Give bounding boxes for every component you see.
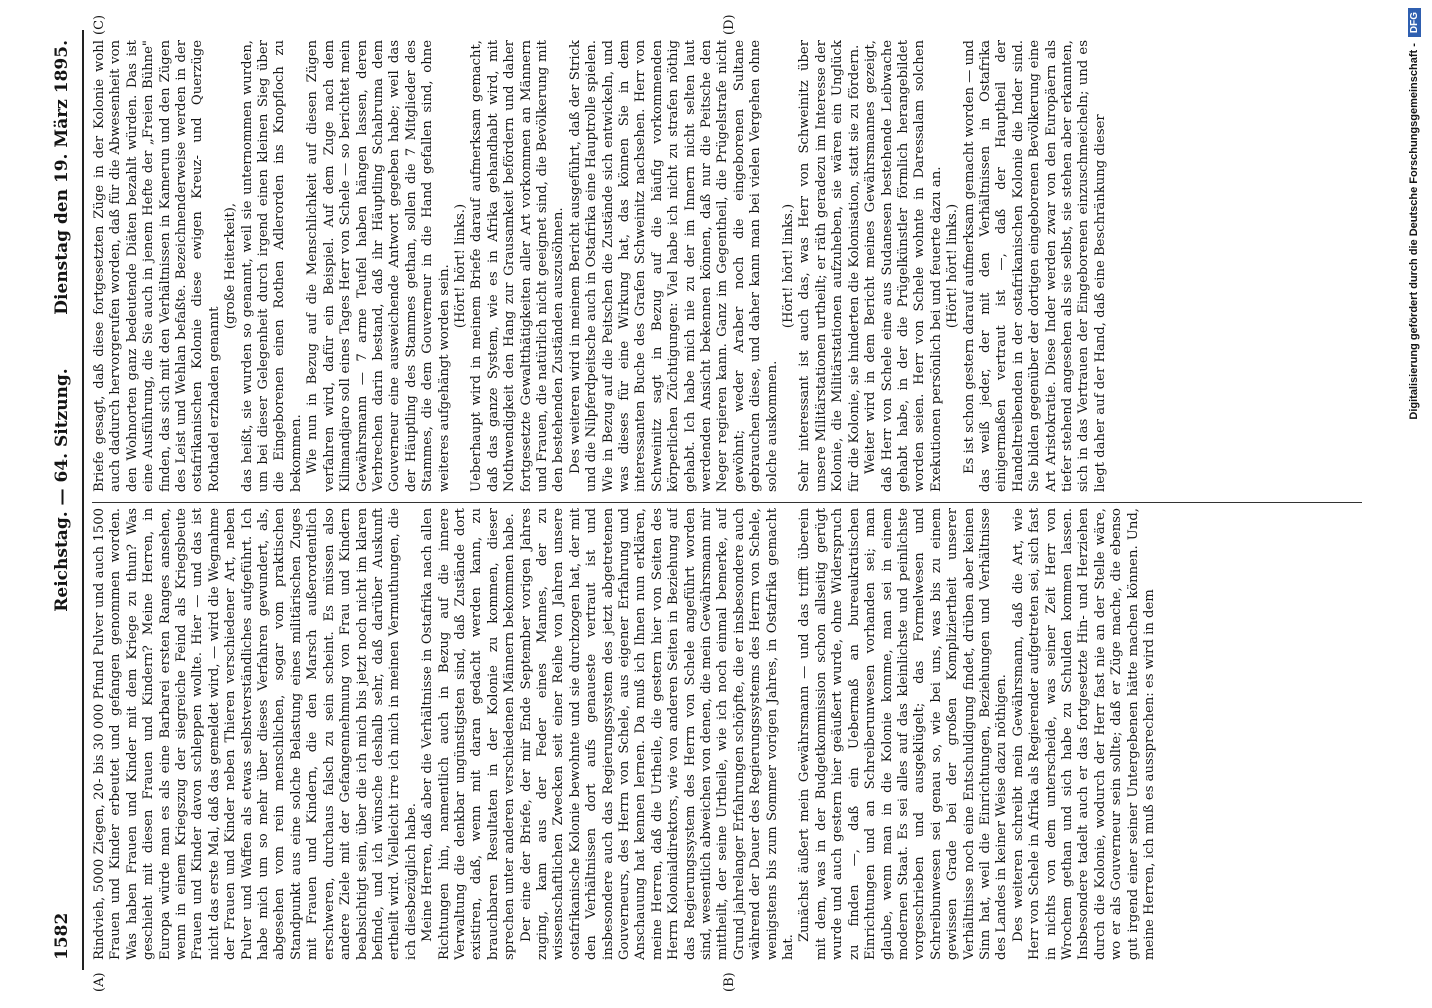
- paragraph: Rindvieh, 5000 Ziegen, 20- bis 30 000 Pfund Pulver und auch 1500 Frauen und Kinder erbeutet und gefangen genommen worden. Was haben Frauen und Kinder mit dem Kriege zu thun? Was geschieht mit diesen Frauen und Kindern? Meine Herren, in Europa würde man es als eine Barbarei ersten Ranges ansehen, wenn in einem Kriegszug der siegreiche Feind als Kriegsbeute Frauen und Kinder davon schleppen wollte. Hier — und das ist nicht das erste Mal, daß das gemeldet wird, — wird die Wegnahme der Frauen und Kinder neben Thieren verschiedener Art, neben Pulver und Waffen als etwas selbstverständliches aufgeführt. Ich habe mich um so mehr über dieses Verfahren gewundert, als, abgesehen vom rein menschlichen, sogar vom praktischen Standpunkt aus eine solche Belastung eines militärischen Zuges mit Frauen und Kindern, die den Marsch außerordentlich erschweren, durchaus falsch zu sein scheint. Es müssen also andere Ziele mit der Gefangennehmung von Frau und Kindern beabsichtigt sein, über die ich mich bis jetzt noch nicht im klaren befinde, und ich wünsche deshalb sehr, daß darüber Auskunft ertheilt wird. Vielleicht irre ich mich in meinen Vermuthungen, die ich diesbezüglich habe.: [92, 508, 419, 960]
- paragraph: Sehr interessant ist auch das, was Herr von Schweinitz über unsere Militärstationen urtheilt; er räth geradezu im Interesse der Kolonie, die Militärstationen aufzuheben, sie wären ein Unglück für die Kolonie, sie hinderten die Kolonisation, statt sie zu fördern.: [797, 40, 862, 492]
- column-divider: [92, 502, 1362, 503]
- right-column: [92, 40, 1362, 492]
- page-header: [48, 0, 76, 1000]
- paragraph: Ueberhaupt wird in meinem Briefe darauf aufmerksam gemacht, daß das ganze System, wie es in Afrika gehandhabt wird, mit Nothwendigkeit den Hang zur Grausamkeit befördern und daher fortgesetzte Gewaltthätigkeiten aller Art vorkommen an Männern und Frauen, die natürlich nicht geeignet sind, die Bevölkerung mit den bestehenden Zuständen auszusöhnen.: [469, 40, 567, 492]
- interjection: (Hört! hört! links.): [945, 203, 961, 329]
- paragraph: Des weiteren wird in meinem Bericht ausgeführt, daß der Strick und die Nilpferdpeitsche auch in Ostafrika eine Hauptrolle spielen. Wie in Bezug auf die Peitschen die Zustände sich entwickeln, und was dieses für eine Wirkung hat, das können Sie in dem interessanten Buche des Grafen Schweinitz nachsehen. Herr von Schweinitz sagt in Bezug auf die häufig vorkommenden körperlichen Züchtigungen: Viel habe ich nicht zu strafen nöthig gehabt. Ich habe mich nie zu der im Innern nicht selten laut werdenden Ansicht bekennen können, daß nur die Peitsche den Neger regieren kann. Ganz im Gegentheil, die Prügelstrafe nicht gewöhnt; weder Araber noch die eingeborenen Sultane gebrauchen diese, und daher kann man bei vielen Vergehen ohne solche auskommen.: [567, 40, 780, 492]
- digitization-credit: [1408, 8, 1432, 1008]
- header-rule: [82, 30, 84, 970]
- session-title: Reichstag. — 64. Sitzung.: [52, 368, 72, 612]
- margin-mark-d: (D): [722, 14, 737, 35]
- credit-text: Digitalisierung gefördert durch die Deutsche Forschungsgemeinschaft -: [1408, 43, 1420, 420]
- interjection: (große Heiterkeit),: [223, 202, 239, 330]
- margin-mark-a: (A): [92, 972, 107, 992]
- paragraph: Der eine der Briefe, der mir Ende September vorigen Jahres zuging, kam aus der Feder eines Mannes, der zu wissenschaftlichen Zwecken seit einer Reihe von Jahren unsere ostafrikanische Kolonie bewohnte und sie durchzogen hat, der mit den Verhältnissen dort aufs genaueste vertraut ist und insbesondere auch das Regierungssystem des jetzt abgetretenen Gouverneurs, des Herrn von Schele, aus eigener Erfahrung und Anschauung hat kennen lernen. Da muß ich Ihnen nun erklären, meine Herren, daß die Urtheile, die gestern hier von Seiten des Herrn Kolonialdirektors, wie von anderen Seiten in Beziehung auf das Regierungssystem des Herrn von Schele angeführt worden sind, wesentlich abweichen von denen, die mein Gewährsmann mir mittheilt, der seine Urtheile, wie ich noch einmal bemerke, auf Grund jahrelanger Erfahrungen schöpfte, die er insbesondere auch während der Dauer des Regierungssystems des Herrn von Schele, wenigstens bis zum Sommer vorigen Jahres, in Ostafrika gemacht hat.: [518, 508, 797, 960]
- session-date: Dienstag den 19. März 1895.: [52, 40, 72, 315]
- margin-mark-b: (B): [722, 972, 737, 992]
- paragraph: Meine Herren, daß aber die Verhältnisse in Ostafrika nach allen Richtungen hin, namentlich auch in Bezug auf die innere Verwaltung die denkbar ungünstigsten sind, daß Zustände dort existiren, daß, wenn mit daran gedacht werden kann, zu brauchbaren Resultaten in der Kolonie zu kommen, dieser sprechen unter anderen verschiedenen Männern bekommen habe.: [420, 508, 518, 960]
- page-number: 1582: [52, 912, 72, 960]
- interjection: (Hört! hört! links.): [781, 203, 797, 329]
- paragraph: Wie nun in Bezug auf die Menschlichkeit auf diesen Zügen verfahren wird, dafür ein Beispiel. Auf dem Zuge nach dem Kilimandjaro soll eines Tages Herr von Schele — so berichtet mein Gewährsmann — 7 arme Teufel haben hängen lassen, deren Verbrechen darin bestand, daß ihr Häuptling Schabruma dem Gouverneur eine ausweichende Antwort gegeben habe; weil das der Häuptling des Stammes gethan, sollen die 7 Mitglieder des Stammes, die dem Gouverneur in die Hand gefallen sind, ohne weiteres aufgehängt worden sein.: [305, 40, 452, 492]
- paragraph: Es ist schon gestern darauf aufmerksam gemacht worden — und das weiß jeder, der mit den Verhältnissen in Ostafrika einigermaßen vertraut ist —, daß der Hauptheil der Handeltreibenden in der ostafrikanischen Kolonie die Inder sind. Sie bilden gegenüber der dortigen eingeborenen Bevölkerung eine Art Aristokratie. Diese Inder werden zwar von den Europäern als tiefer stehend angesehen als sie selbst, sie stehen aber erkannten, sich in das Vertrauen der Eingeborenen einzuschmeicheln; und es liegt daher auf der Hand, daß eine Beschränkung dieser: [961, 40, 1108, 492]
- margin-mark-c: (C): [92, 14, 107, 35]
- paragraph: Briefe gesagt, daß diese fortgesetzten Züge in der Kolonie wohl auch dadurch hervorgerufen worden, daß für die Abwesenheit von den Wohnorten ganz bedeutende Diäten bezahlt würden. Das ist eine Ausführung, die Sie auch in jenem Hefte der „Freien Bühne" finden, das sich mit den Verhältnissen in Kamerun und den Zügen des Leist und Wehlan befaßte. Bezeichnenderweise werden in der ostafrikanischen Kolonie diese ewigen Kreuz- und Querzüge Rothadel erzhaden genannt: [92, 40, 222, 492]
- paragraph: das heißt, sie wurden so genannt, weil sie unternommen wurden, um bei dieser Gelegenheit durch irgend einen kleinen Sieg über die Eingeborenen einen Rothen Adlerorden ins Knopfloch zu bekommen.: [239, 40, 304, 492]
- dfg-logo: DFG: [1408, 8, 1421, 37]
- paragraph: Zunächst äußert mein Gewährsmann — und das trifft überein mit dem, was in der Budgetkommission schon allseitig gerügt wurde und auch gestern hier geäußert wurde, ohne Widerspruch zu finden —, daß ein Uebermaß an bureaukratischen Einrichtungen und an Schreiberunwesen vorhanden sei; man glaube, wenn man in die Kolonie komme, man sei in einem modernen Staat. Es sei alles auf das kleinlichste und peinlichste vorgeschrieben und ausgeklügelt; das Formelwesen und Schreibunwesen sei genau so, wie bei uns, was bis zu einem gewissen Grade bei der großen Kompliziertheit unserer Verhältnisse noch eine Entschuldigung findet, drüben aber keinen Sinn hat, weil die Einrichtungen, Beziehungen und Verhältnisse des Landes in keiner Weise dazu nöthigen.: [797, 508, 1010, 960]
- left-column: [92, 508, 1362, 960]
- paragraph: Des weiteren schreibt mein Gewährsmann, daß die Art, wie Herr von Schele in Afrika als Regierender aufgetreten sei, sich fast in nichts von dem unterscheide, was seiner Zeit Herr von Wrochem gethan und sich habe zu Schulden kommen lassen. Insbesondere tadelt auch er das fortgesetzte Hin- und Herziehen durch die Kolonie, wodurch der Herr fast nie an der Stelle wäre, wo er als Gouverneur sein sollte; daß er Züge mache, die ebenso gut irgend einer seiner Untergebenen hätte machen können. Und, meine Herren, ich muß es aussprechen: es wird in dem: [1010, 508, 1157, 960]
- interjection: (Hört! hört! links.): [452, 203, 468, 329]
- paragraph: Weiter wird in dem Bericht meines Gewährsmannes gezeigt, daß Herr von Schele eine aus Sudanesen bestehende Leibwache gehabt habe, in der die Prügelkünstler förmlich herangebildet worden seien. Herr von Schele wohnte in Daressalam solchen Exekutionen persönlich bei und feuerte dazu an.: [863, 40, 944, 492]
